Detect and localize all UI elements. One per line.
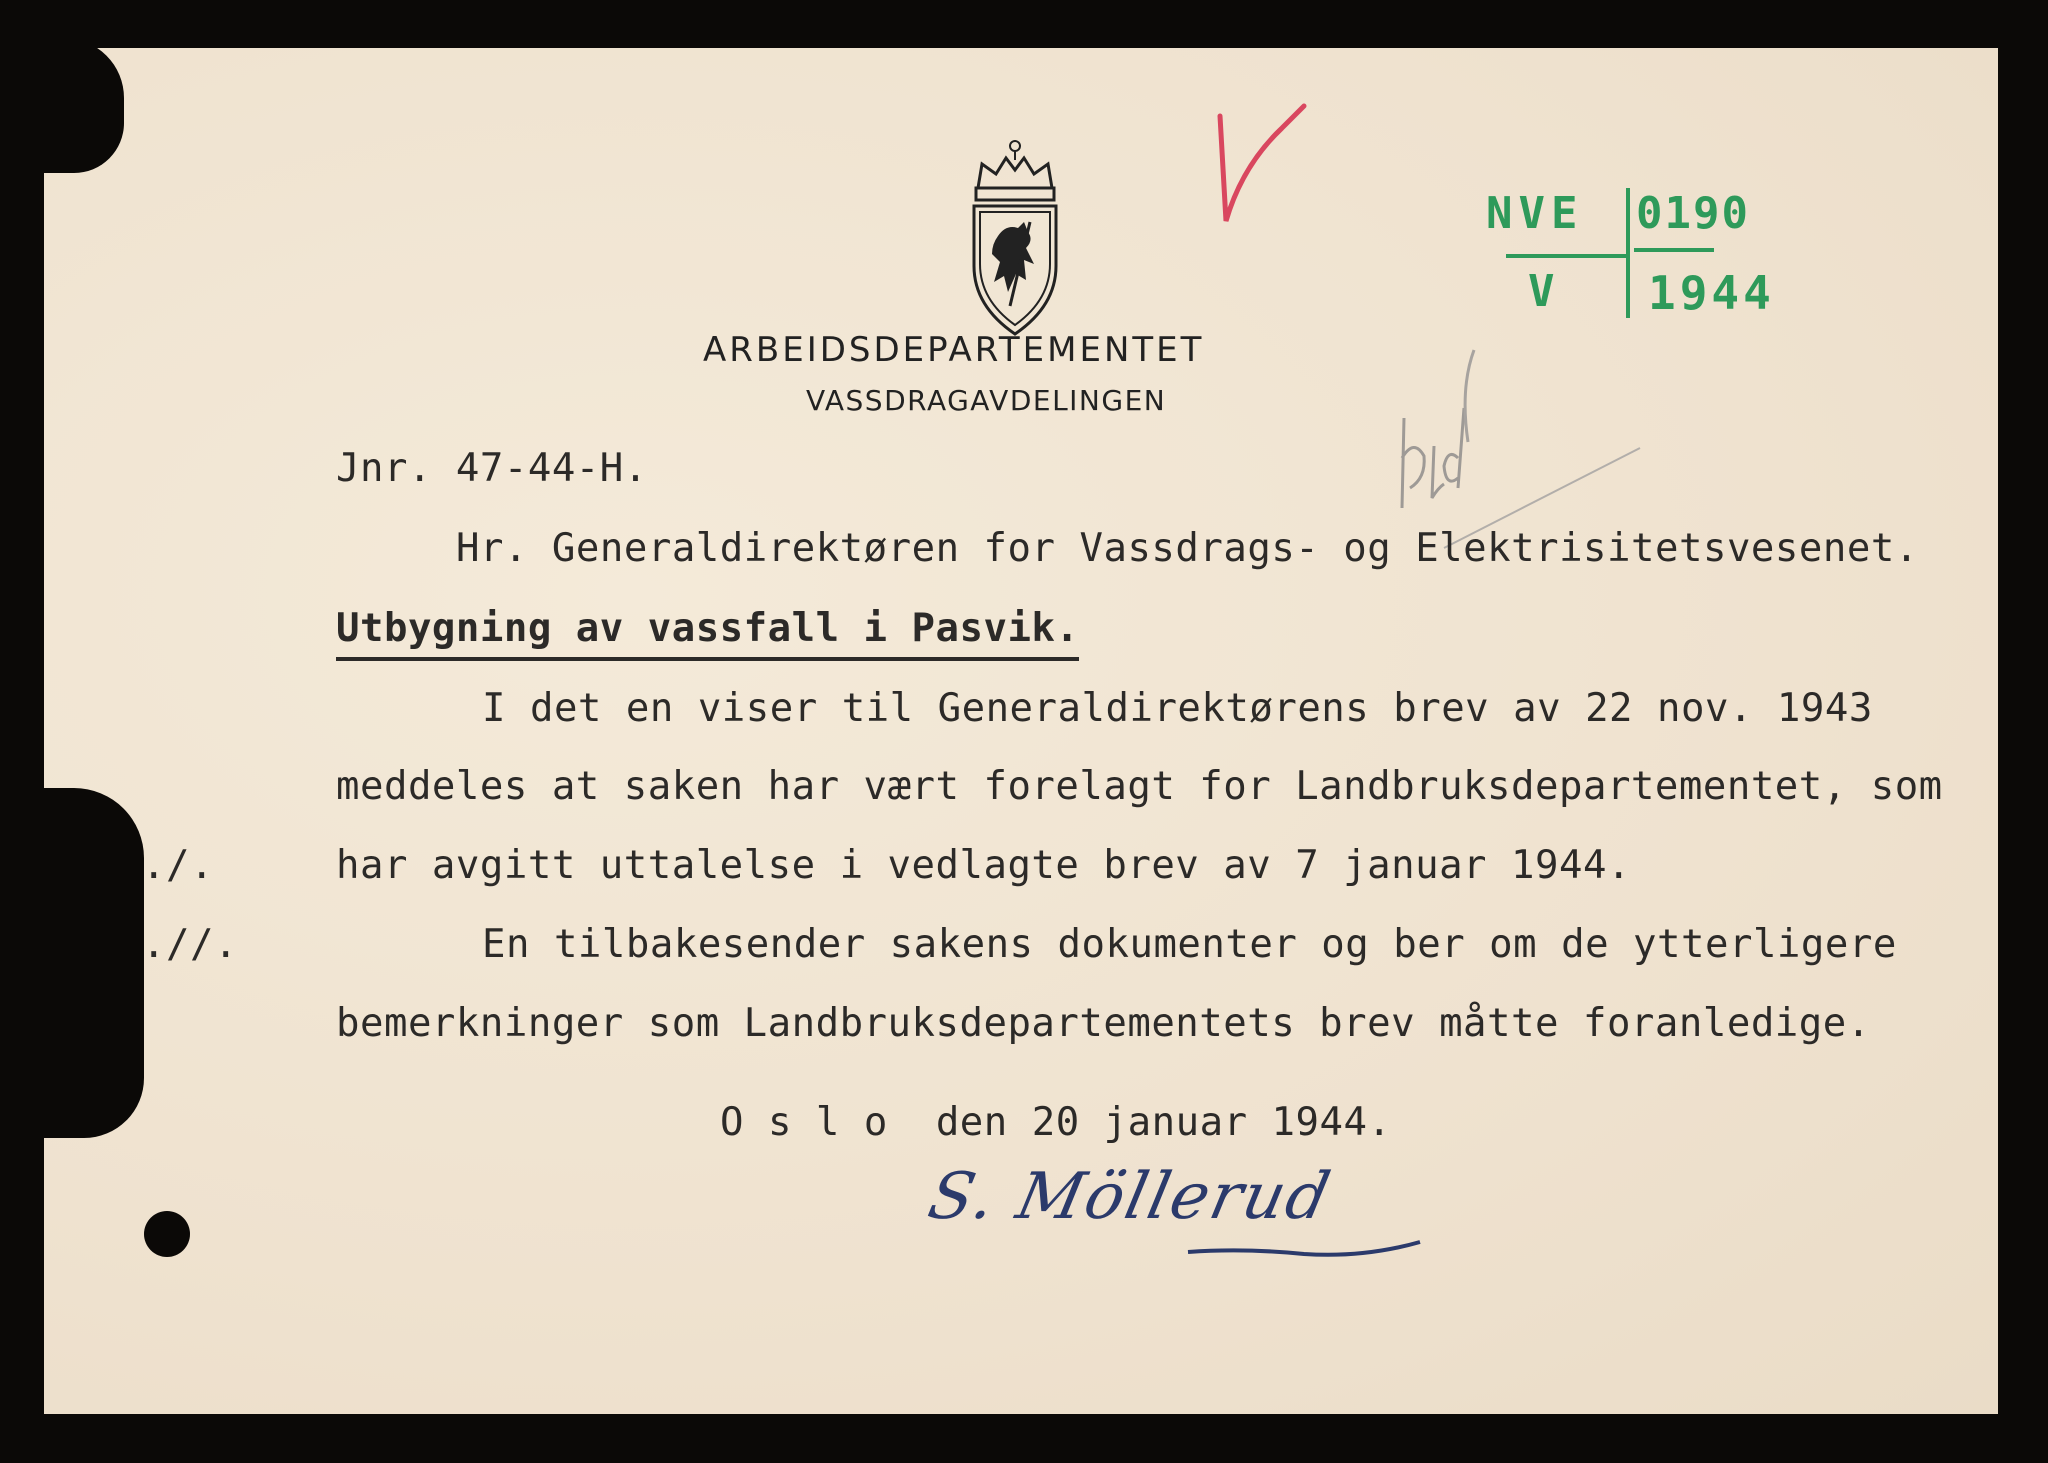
punch-hole-middle: [44, 788, 144, 1138]
stamp-divider-right: [1634, 248, 1714, 252]
enclosure-mark-2: .//.: [142, 922, 238, 967]
stamp-divider-left: [1506, 254, 1626, 258]
norwegian-coat-of-arms-icon: [968, 136, 1063, 341]
body-line-3: har avgitt uttalelse i vedlagte brev av 7 januar 1944.: [336, 843, 1631, 888]
red-checkmark-icon: [1212, 76, 1332, 256]
punch-hole-small: [144, 1211, 190, 1257]
stamp-number: 0190: [1636, 188, 1750, 239]
enclosure-mark-1: ./.: [142, 843, 214, 888]
stamp-agency: NVE: [1486, 188, 1584, 239]
signature: S. Möllerud: [922, 1160, 1338, 1234]
subject-line: Utbygning av vassfall i Pasvik.: [336, 606, 1079, 661]
division-name: VASSDRAGAVDELINGEN: [806, 384, 1167, 417]
signature-underline-icon: [1184, 1228, 1424, 1268]
department-name: ARBEIDSDEPARTEMENTET: [703, 330, 1205, 370]
punch-hole-top: [44, 48, 124, 173]
body-line-2: meddeles at saken har vært forelagt for Landbruksdepartementet, som: [336, 764, 1943, 809]
journal-number: Jnr. 47-44-H.: [336, 446, 648, 491]
stamp-year: 1944: [1648, 266, 1775, 320]
place-date: O s l o den 20 januar 1944.: [720, 1100, 1392, 1145]
body-line-5: bemerkninger som Landbruksdepartementets brev måtte foranledige.: [336, 1001, 1871, 1046]
letter-sheet: [44, 48, 1998, 1414]
body-line-1: I det en viser til Generaldirektørens brev av 22 nov. 1943: [482, 686, 1873, 731]
stamp-divider-vertical: [1626, 188, 1630, 318]
addressee-line: Hr. Generaldirektøren for Vassdrags- og Elektrisitetsvesenet.: [456, 526, 1919, 571]
stamp-class: V: [1528, 266, 1555, 317]
body-line-4: En tilbakesender sakens dokumenter og ber om de ytterligere: [482, 922, 1897, 967]
